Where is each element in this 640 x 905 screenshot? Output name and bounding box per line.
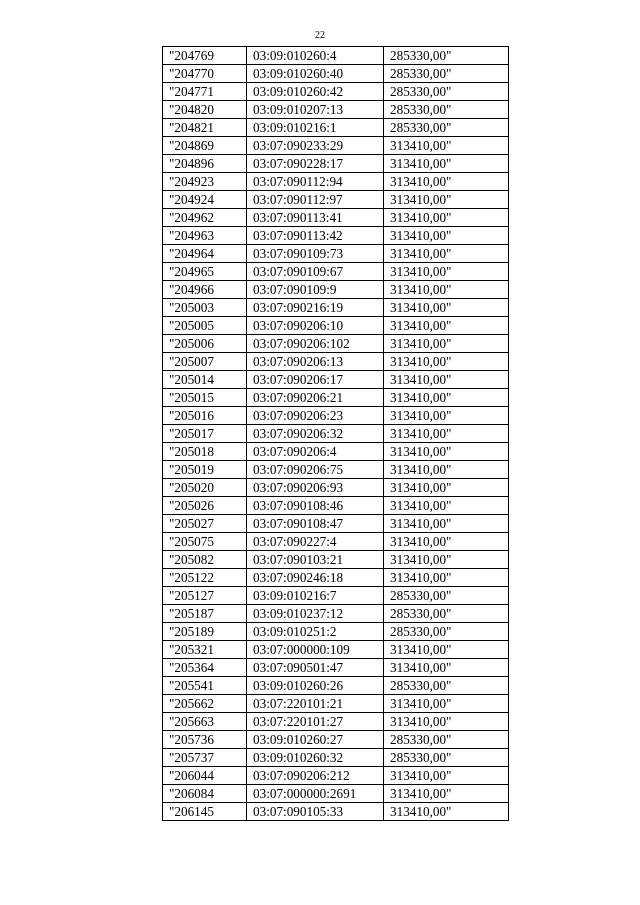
cadastral-number-cell: 03:07:090206:13 bbox=[247, 353, 384, 371]
cadastral-number-cell: 03:07:090216:19 bbox=[247, 299, 384, 317]
value-cell: 313410,00" bbox=[384, 785, 509, 803]
record-number-cell: "205127 bbox=[163, 587, 247, 605]
record-number-cell: "204769 bbox=[163, 47, 247, 65]
cadastral-number-cell: 03:09:010251:2 bbox=[247, 623, 384, 641]
value-cell: 313410,00" bbox=[384, 389, 509, 407]
value-cell: 285330,00" bbox=[384, 731, 509, 749]
record-number-cell: "205026 bbox=[163, 497, 247, 515]
record-number-cell: "206145 bbox=[163, 803, 247, 821]
cadastral-number-cell: 03:07:090206:23 bbox=[247, 407, 384, 425]
record-number-cell: "204770 bbox=[163, 65, 247, 83]
record-number-cell: "204821 bbox=[163, 119, 247, 137]
cadastral-number-cell: 03:07:090206:212 bbox=[247, 767, 384, 785]
record-number-cell: "205014 bbox=[163, 371, 247, 389]
record-number-cell: "204869 bbox=[163, 137, 247, 155]
cadastral-number-cell: 03:07:220101:21 bbox=[247, 695, 384, 713]
table-row bbox=[163, 83, 509, 101]
cadastral-number-cell: 03:07:090109:9 bbox=[247, 281, 384, 299]
record-number-cell: "205020 bbox=[163, 479, 247, 497]
cadastral-number-cell: 03:07:090105:33 bbox=[247, 803, 384, 821]
value-cell: 285330,00" bbox=[384, 749, 509, 767]
table-row bbox=[163, 623, 509, 641]
record-number-cell: "204820 bbox=[163, 101, 247, 119]
record-number-cell: "205027 bbox=[163, 515, 247, 533]
table-row bbox=[163, 227, 509, 245]
table-row bbox=[163, 65, 509, 83]
record-number-cell: "205189 bbox=[163, 623, 247, 641]
value-cell: 313410,00" bbox=[384, 515, 509, 533]
record-number-cell: "205321 bbox=[163, 641, 247, 659]
value-cell: 313410,00" bbox=[384, 173, 509, 191]
cadastral-number-cell: 03:07:090206:17 bbox=[247, 371, 384, 389]
table-row bbox=[163, 785, 509, 803]
record-number-cell: "205122 bbox=[163, 569, 247, 587]
record-number-cell: "205736 bbox=[163, 731, 247, 749]
cadastral-number-cell: 03:09:010260:32 bbox=[247, 749, 384, 767]
table-row bbox=[163, 263, 509, 281]
value-cell: 313410,00" bbox=[384, 533, 509, 551]
cadastral-number-cell: 03:09:010260:27 bbox=[247, 731, 384, 749]
value-cell: 313410,00" bbox=[384, 137, 509, 155]
cadastral-number-cell: 03:09:010260:42 bbox=[247, 83, 384, 101]
table-row bbox=[163, 803, 509, 821]
value-cell: 285330,00" bbox=[384, 83, 509, 101]
cadastral-number-cell: 03:07:090109:73 bbox=[247, 245, 384, 263]
value-cell: 313410,00" bbox=[384, 155, 509, 173]
cadastral-number-cell: 03:07:090103:21 bbox=[247, 551, 384, 569]
table-row bbox=[163, 47, 509, 65]
table-row bbox=[163, 155, 509, 173]
cadastral-number-cell: 03:07:090206:4 bbox=[247, 443, 384, 461]
value-cell: 313410,00" bbox=[384, 713, 509, 731]
table-row bbox=[163, 245, 509, 263]
table-row bbox=[163, 191, 509, 209]
table-row bbox=[163, 569, 509, 587]
record-number-cell: "205075 bbox=[163, 533, 247, 551]
value-cell: 313410,00" bbox=[384, 371, 509, 389]
value-cell: 313410,00" bbox=[384, 551, 509, 569]
table-row bbox=[163, 317, 509, 335]
value-cell: 313410,00" bbox=[384, 263, 509, 281]
page-number: 22 bbox=[315, 30, 325, 41]
value-cell: 313410,00" bbox=[384, 317, 509, 335]
record-number-cell: "204924 bbox=[163, 191, 247, 209]
value-cell: 313410,00" bbox=[384, 209, 509, 227]
table-row bbox=[163, 353, 509, 371]
value-cell: 285330,00" bbox=[384, 677, 509, 695]
table-row bbox=[163, 605, 509, 623]
table-row bbox=[163, 695, 509, 713]
value-cell: 313410,00" bbox=[384, 191, 509, 209]
table-row bbox=[163, 551, 509, 569]
cadastral-number-cell: 03:07:090501:47 bbox=[247, 659, 384, 677]
value-cell: 313410,00" bbox=[384, 767, 509, 785]
table-row bbox=[163, 677, 509, 695]
cadastral-number-cell: 03:07:090227:4 bbox=[247, 533, 384, 551]
record-number-cell: "205663 bbox=[163, 713, 247, 731]
value-cell: 313410,00" bbox=[384, 335, 509, 353]
record-number-cell: "205541 bbox=[163, 677, 247, 695]
value-cell: 285330,00" bbox=[384, 587, 509, 605]
table-row bbox=[163, 767, 509, 785]
record-number-cell: "204966 bbox=[163, 281, 247, 299]
record-number-cell: "205737 bbox=[163, 749, 247, 767]
value-cell: 285330,00" bbox=[384, 623, 509, 641]
cadastral-number-cell: 03:09:010216:1 bbox=[247, 119, 384, 137]
value-cell: 313410,00" bbox=[384, 299, 509, 317]
value-cell: 313410,00" bbox=[384, 803, 509, 821]
cadastral-number-cell: 03:09:010237:12 bbox=[247, 605, 384, 623]
cadastral-number-cell: 03:07:000000:2691 bbox=[247, 785, 384, 803]
table-row bbox=[163, 407, 509, 425]
record-number-cell: "204965 bbox=[163, 263, 247, 281]
cadastral-number-cell: 03:07:090206:21 bbox=[247, 389, 384, 407]
record-number-cell: "206044 bbox=[163, 767, 247, 785]
record-number-cell: "205005 bbox=[163, 317, 247, 335]
record-number-cell: "205082 bbox=[163, 551, 247, 569]
table-row bbox=[163, 731, 509, 749]
value-cell: 285330,00" bbox=[384, 47, 509, 65]
table-row bbox=[163, 299, 509, 317]
record-number-cell: "204923 bbox=[163, 173, 247, 191]
cadastral-number-cell: 03:07:090113:42 bbox=[247, 227, 384, 245]
cadastral-number-cell: 03:07:090206:93 bbox=[247, 479, 384, 497]
value-cell: 285330,00" bbox=[384, 65, 509, 83]
record-number-cell: "205016 bbox=[163, 407, 247, 425]
table-row bbox=[163, 281, 509, 299]
value-cell: 313410,00" bbox=[384, 353, 509, 371]
record-number-cell: "205019 bbox=[163, 461, 247, 479]
cadastral-number-cell: 03:07:000000:109 bbox=[247, 641, 384, 659]
table-row bbox=[163, 497, 509, 515]
table-row bbox=[163, 659, 509, 677]
cadastral-number-cell: 03:09:010260:26 bbox=[247, 677, 384, 695]
table-body bbox=[163, 47, 509, 821]
table-row bbox=[163, 713, 509, 731]
record-number-cell: "204771 bbox=[163, 83, 247, 101]
cadastral-number-cell: 03:07:090206:102 bbox=[247, 335, 384, 353]
value-cell: 285330,00" bbox=[384, 605, 509, 623]
record-number-cell: "204962 bbox=[163, 209, 247, 227]
table-row bbox=[163, 335, 509, 353]
cadastral-number-cell: 03:07:090206:75 bbox=[247, 461, 384, 479]
table-row bbox=[163, 119, 509, 137]
cadastral-number-cell: 03:07:090112:94 bbox=[247, 173, 384, 191]
table-row bbox=[163, 389, 509, 407]
value-cell: 313410,00" bbox=[384, 497, 509, 515]
cadastral-number-cell: 03:07:090246:18 bbox=[247, 569, 384, 587]
record-number-cell: "204963 bbox=[163, 227, 247, 245]
record-number-cell: "205364 bbox=[163, 659, 247, 677]
record-number-cell: "205006 bbox=[163, 335, 247, 353]
table-row bbox=[163, 173, 509, 191]
cadastral-number-cell: 03:07:090113:41 bbox=[247, 209, 384, 227]
table-row bbox=[163, 533, 509, 551]
value-cell: 313410,00" bbox=[384, 425, 509, 443]
cadastral-number-cell: 03:07:090112:97 bbox=[247, 191, 384, 209]
cadastral-number-cell: 03:09:010207:13 bbox=[247, 101, 384, 119]
table-row bbox=[163, 101, 509, 119]
cadastral-number-cell: 03:07:090206:10 bbox=[247, 317, 384, 335]
value-cell: 313410,00" bbox=[384, 281, 509, 299]
table-row bbox=[163, 461, 509, 479]
cadastral-number-cell: 03:07:090109:67 bbox=[247, 263, 384, 281]
record-number-cell: "204896 bbox=[163, 155, 247, 173]
value-cell: 313410,00" bbox=[384, 443, 509, 461]
value-cell: 313410,00" bbox=[384, 245, 509, 263]
cadastral-number-cell: 03:09:010260:40 bbox=[247, 65, 384, 83]
value-cell: 313410,00" bbox=[384, 407, 509, 425]
record-number-cell: "205662 bbox=[163, 695, 247, 713]
table-row bbox=[163, 425, 509, 443]
value-cell: 313410,00" bbox=[384, 569, 509, 587]
value-cell: 313410,00" bbox=[384, 461, 509, 479]
cadastral-number-cell: 03:07:090228:17 bbox=[247, 155, 384, 173]
record-number-cell: "206084 bbox=[163, 785, 247, 803]
data-table bbox=[162, 46, 509, 821]
record-number-cell: "204964 bbox=[163, 245, 247, 263]
value-cell: 285330,00" bbox=[384, 101, 509, 119]
value-cell: 313410,00" bbox=[384, 227, 509, 245]
record-number-cell: "205187 bbox=[163, 605, 247, 623]
record-number-cell: "205007 bbox=[163, 353, 247, 371]
value-cell: 285330,00" bbox=[384, 119, 509, 137]
record-number-cell: "205003 bbox=[163, 299, 247, 317]
cadastral-number-cell: 03:07:090206:32 bbox=[247, 425, 384, 443]
cadastral-number-cell: 03:09:010216:7 bbox=[247, 587, 384, 605]
value-cell: 313410,00" bbox=[384, 479, 509, 497]
cadastral-number-cell: 03:09:010260:4 bbox=[247, 47, 384, 65]
table-row bbox=[163, 749, 509, 767]
value-cell: 313410,00" bbox=[384, 641, 509, 659]
table-row bbox=[163, 371, 509, 389]
cadastral-number-cell: 03:07:220101:27 bbox=[247, 713, 384, 731]
cadastral-number-cell: 03:07:090108:46 bbox=[247, 497, 384, 515]
record-number-cell: "205015 bbox=[163, 389, 247, 407]
table-row bbox=[163, 479, 509, 497]
value-cell: 313410,00" bbox=[384, 695, 509, 713]
cadastral-number-cell: 03:07:090233:29 bbox=[247, 137, 384, 155]
table-row bbox=[163, 209, 509, 227]
table-row bbox=[163, 443, 509, 461]
table-row bbox=[163, 515, 509, 533]
value-cell: 313410,00" bbox=[384, 659, 509, 677]
table-row bbox=[163, 641, 509, 659]
table-row bbox=[163, 587, 509, 605]
cadastral-number-cell: 03:07:090108:47 bbox=[247, 515, 384, 533]
record-number-cell: "205018 bbox=[163, 443, 247, 461]
table-row bbox=[163, 137, 509, 155]
record-number-cell: "205017 bbox=[163, 425, 247, 443]
